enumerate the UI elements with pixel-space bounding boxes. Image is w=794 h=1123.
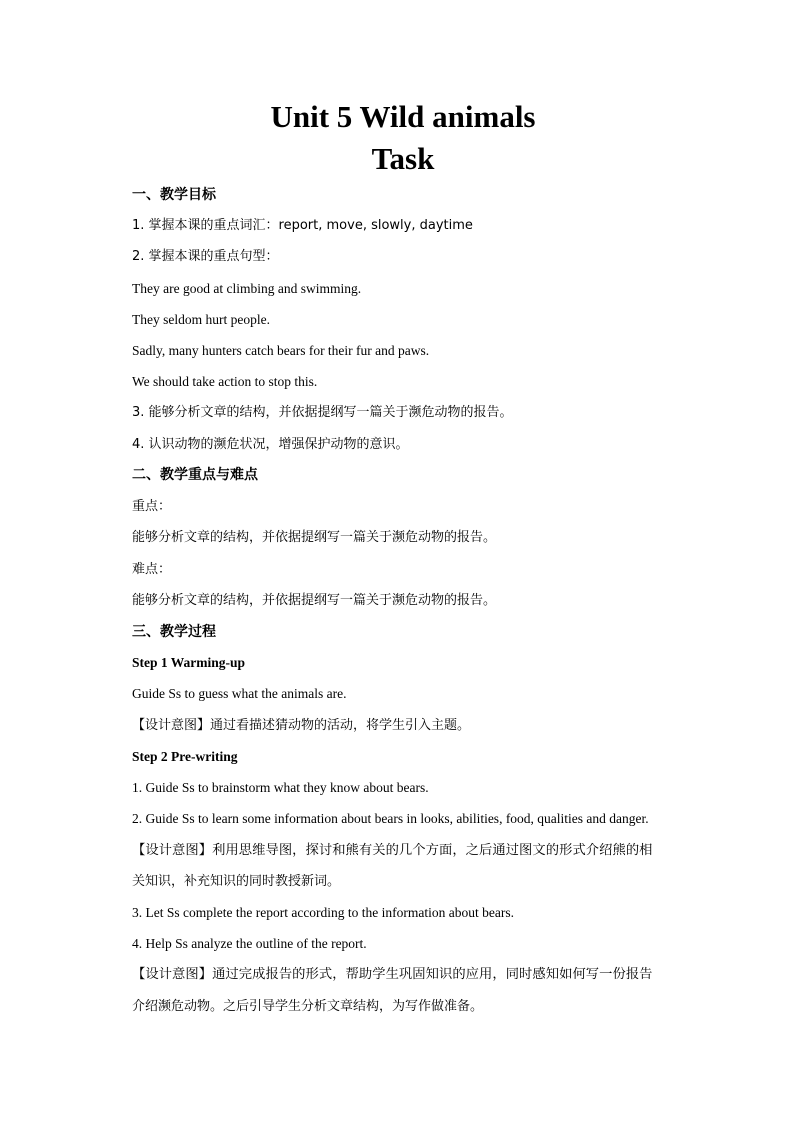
step2-design-intent: 【设计意图】利用思维导图，探讨和熊有关的几个方面，之后通过图文的形式介绍熊的相 (132, 843, 653, 858)
step1-design-intent: 【设计意图】通过看描述猜动物的活动，将学生引入主题。 (132, 718, 471, 733)
step2-design-intent: 【设计意图】通过完成报告的形式，帮助学生巩固知识的应用，同时感知如何写一份报告 (132, 967, 653, 982)
step2-item: 1. Guide Ss to brainstorm what they know about bears. (132, 780, 429, 795)
key-sentence: We should take action to stop this. (132, 374, 318, 389)
objective-item-awareness: 4. 认识动物的濒危状况，增强保护动物的意识。 (132, 437, 409, 452)
document-title: Unit 5 Wild animals (270, 99, 536, 134)
key-sentence: Sadly, many hunters catch bears for their fur and paws. (132, 343, 430, 358)
difficult-point-text: 能够分析文章的结构，并依据提纲写一篇关于濒危动物的报告。 (132, 593, 497, 608)
section-heading-objectives: 一、教学目标 (132, 187, 216, 203)
section-heading-key-points: 二、教学重点与难点 (132, 467, 258, 483)
difficult-point-label: 难点： (132, 562, 172, 577)
section-heading-process: 三、教学过程 (132, 624, 216, 640)
key-point-label: 重点： (132, 499, 172, 514)
step1-title: Step 1 Warming-up (132, 655, 246, 670)
step2-item: 3. Let Ss complete the report according to the information about bears. (132, 905, 515, 920)
key-sentence: They are good at climbing and swimming. (132, 281, 362, 296)
objective-item-vocabulary: 1. 掌握本课的重点词汇：report, move, slowly, daytime (132, 218, 473, 233)
objective-item-sentences: 2. 掌握本课的重点句型： (132, 249, 279, 264)
objective-item-structure: 3. 能够分析文章的结构，并依据提纲写一篇关于濒危动物的报告。 (132, 405, 513, 420)
step2-item: 2. Guide Ss to learn some information about bears in looks, abilities, food, qualities and danger. (132, 811, 649, 826)
step2-design-intent-continued: 关知识，补充知识的同时教授新词。 (132, 874, 341, 889)
step2-title: Step 2 Pre-writing (132, 749, 238, 764)
step1-text: Guide Ss to guess what the animals are. (132, 686, 347, 701)
step2-item: 4. Help Ss analyze the outline of the report. (132, 936, 367, 951)
key-point-text: 能够分析文章的结构，并依据提纲写一篇关于濒危动物的报告。 (132, 530, 497, 545)
step2-design-intent-continued: 介绍濒危动物。之后引导学生分析文章结构，为写作做准备。 (132, 999, 484, 1014)
document-subtitle: Task (371, 141, 435, 176)
key-sentence: They seldom hurt people. (132, 312, 270, 327)
